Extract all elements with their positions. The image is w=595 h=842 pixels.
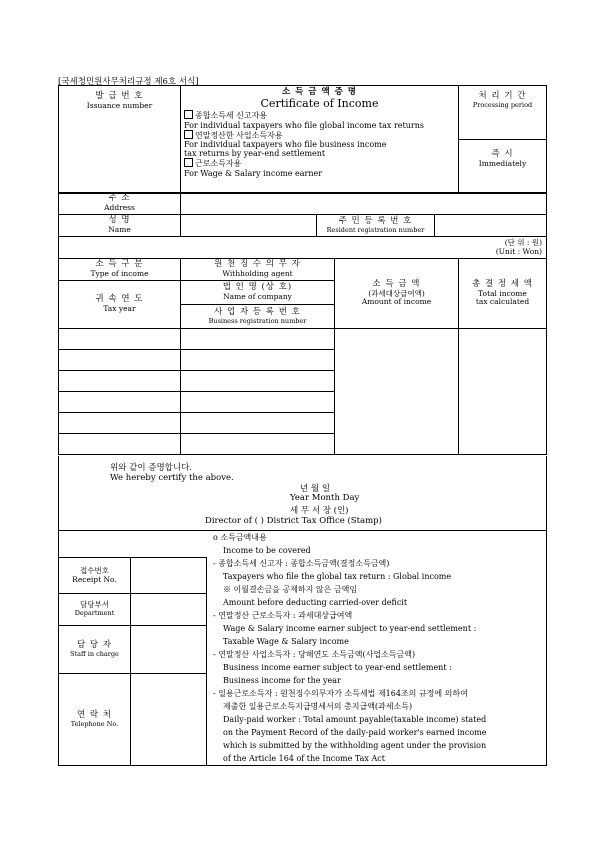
withholding-ko: 원 천 징 수 의 무 자 <box>214 259 301 270</box>
name-label <box>59 215 181 237</box>
telephone-label <box>59 674 131 766</box>
note-7: Wage & Salary income earner subject to year-end settlement : <box>223 624 477 633</box>
option-business-en1: For individual taxpayers who file business income <box>184 139 387 149</box>
staff-label <box>59 626 131 674</box>
title-en: Certificate of Income <box>260 96 379 110</box>
total-tax-en1: Total income <box>478 288 527 298</box>
side-table <box>58 557 207 766</box>
note-2: - 종합소득세 신고자 : 종합소득금액(결정소득금액) <box>213 559 390 568</box>
option-global-ko: 종합소득세 신고자용 <box>195 111 268 121</box>
issuance-number-cell[interactable] <box>59 86 181 194</box>
department-field[interactable] <box>131 594 207 626</box>
staff-en: Staff in charge <box>70 649 119 658</box>
option-global-en: For individual taxpayers who file global income tax returns <box>184 120 424 130</box>
department-en: Department <box>74 609 115 618</box>
address-label <box>59 193 181 215</box>
office-ko: 세 무 서 장 (인) <box>290 506 349 516</box>
resident-field[interactable] <box>435 215 547 237</box>
resident-label <box>317 215 435 237</box>
amount-en: Amount of income <box>361 297 432 307</box>
withholding-header <box>181 259 335 281</box>
office-en: Director of ( ) District Tax Office (Stamp) <box>205 516 382 526</box>
unit-en: (Unit : Won) <box>495 246 543 256</box>
option-business-ko: 연말정산한 사업소득자용 <box>195 130 283 140</box>
total-tax-field[interactable] <box>459 329 547 455</box>
note-14: Daily-paid worker : Total amount payable(taxable income) stated <box>223 715 487 724</box>
note-5: Amount before deducting carried-over deficit <box>223 598 408 607</box>
staff-ko: 담 당 자 <box>76 639 113 650</box>
income-type-en: Type of income <box>90 269 149 279</box>
address-ko: 주 소 <box>108 193 131 204</box>
row-1-type[interactable] <box>59 329 181 350</box>
bizreg-header <box>181 305 335 329</box>
total-tax-header <box>459 259 547 329</box>
checkbox-business[interactable] <box>184 130 193 139</box>
amount-ko: 소 득 금 액 <box>372 278 421 289</box>
option-wage-en: For Wage & Salary income earner <box>184 168 323 178</box>
tax-year-header <box>59 281 181 329</box>
row-4-type[interactable] <box>59 392 181 413</box>
name-field[interactable] <box>181 215 317 237</box>
title-ko: 소 득 금 액 증 명 <box>281 87 358 97</box>
processing-cell <box>459 86 547 194</box>
date-en: Year Month Day <box>290 493 360 503</box>
receipt-en: Receipt No. <box>72 574 117 584</box>
tax-year-ko: 귀 속 연 도 <box>95 294 144 305</box>
income-table <box>58 258 547 455</box>
header-table <box>58 85 547 194</box>
bizreg-ko: 사 업 자 등 록 번 호 <box>214 306 301 317</box>
processing-ko: 처 리 기 간 <box>478 91 527 101</box>
row-1-agent[interactable] <box>181 329 335 350</box>
income-type-ko: 소 득 구 분 <box>95 259 144 270</box>
address-en: Address <box>104 203 135 213</box>
total-tax-ko: 총 결 정 세 액 <box>472 278 533 289</box>
option-wage-ko: 근로소득자용 <box>195 159 242 169</box>
row-5-agent[interactable] <box>181 413 335 434</box>
income-type-header <box>59 259 181 281</box>
note-17: of the Article 164 of the Income Tax Act <box>223 754 385 763</box>
checkbox-global[interactable] <box>184 110 193 119</box>
resident-ko: 주 민 등 록 번 호 <box>338 215 413 226</box>
receipt-ko: 접수번호 <box>80 565 109 575</box>
form-label: [국세청민원사무처리규정 제6호 서식] <box>58 77 199 87</box>
date-ko: 년 월 일 <box>300 484 331 494</box>
certify-en: We hereby certify the above. <box>110 473 234 483</box>
note-13: 제출한 일용근로소득지급명세서의 총지급액(과세소득) <box>223 702 413 711</box>
company-header <box>181 281 335 305</box>
resident-en: Resident registration number <box>326 225 425 234</box>
note-10: Business income earner subject to year-end settlement : <box>223 663 452 672</box>
name-ko: 성 명 <box>108 215 131 226</box>
row-4-agent[interactable] <box>181 392 335 413</box>
unit-ko: (단 위 : 원) <box>504 237 543 247</box>
personal-table <box>58 192 547 259</box>
note-12: - 일용근로소득자 : 원천징수의무자가 소득세법 제164조의 규정에 의하여 <box>213 689 468 698</box>
company-ko: 법 인 명 (상 호) <box>222 282 293 293</box>
notes-block <box>213 531 487 765</box>
total-tax-en2: tax calculated <box>475 297 530 307</box>
telephone-field[interactable] <box>131 674 207 766</box>
amount-ko2: (과세대상급여액) <box>368 288 425 298</box>
row-2-type[interactable] <box>59 350 181 371</box>
department-ko: 담당부서 <box>80 600 109 610</box>
unit-cell <box>59 237 547 259</box>
note-11: Business income for the year <box>223 676 341 685</box>
staff-field[interactable] <box>131 626 207 674</box>
row-6-agent[interactable] <box>181 434 335 455</box>
company-en: Name of company <box>223 292 292 302</box>
name-en: Name <box>108 225 131 235</box>
row-5-type[interactable] <box>59 413 181 434</box>
row-3-agent[interactable] <box>181 371 335 392</box>
issuance-number-en: Issuance number <box>86 100 153 110</box>
telephone-en: Telephone No. <box>70 719 119 728</box>
receipt-field[interactable] <box>131 558 207 594</box>
address-field[interactable] <box>181 193 547 215</box>
telephone-ko: 연 락 처 <box>76 709 113 720</box>
processing-value-ko: 즉 시 <box>491 149 514 159</box>
receipt-label <box>59 558 131 594</box>
amount-header <box>335 259 459 329</box>
certificate-cell <box>181 86 459 194</box>
tax-year-en: Tax year <box>103 304 136 314</box>
bizreg-en: Business registration number <box>208 316 307 325</box>
note-16: which is submitted by the withholding agent under the provision <box>223 741 487 750</box>
note-3: Taxpayers who file the global tax return : Global income <box>223 572 452 581</box>
processing-value-en: Immediately <box>478 158 527 168</box>
checkbox-wage[interactable] <box>184 158 193 167</box>
certify-ko: 위와 같이 증명합니다. <box>110 463 193 473</box>
row-3-type[interactable] <box>59 371 181 392</box>
amount-field[interactable] <box>335 329 459 455</box>
note-0: o 소득금액내용 <box>213 533 267 542</box>
option-business-en2: tax returns by year-end settlement <box>184 149 326 159</box>
department-label <box>59 594 131 626</box>
note-9: - 연말정산 사업소득자 : 당해연도 소득금액(사업소득금액) <box>213 650 416 659</box>
note-8: Taxable Wage & Salary income <box>223 637 349 646</box>
note-4: ※ 이월결손금을 공제하지 않은 금액임 <box>223 585 358 594</box>
note-15: on the Payment Record of the daily-paid worker's earned income <box>223 728 487 737</box>
withholding-en: Withholding agent <box>222 269 293 279</box>
row-6-type[interactable] <box>59 434 181 455</box>
processing-en: Processing period <box>472 100 533 109</box>
row-2-agent[interactable] <box>181 350 335 371</box>
note-1: Income to be covered <box>223 546 311 555</box>
note-6: - 연말정산 근로소득자 : 과세대상급여액 <box>213 611 353 620</box>
issuance-number-ko: 발 급 번 호 <box>95 91 144 101</box>
